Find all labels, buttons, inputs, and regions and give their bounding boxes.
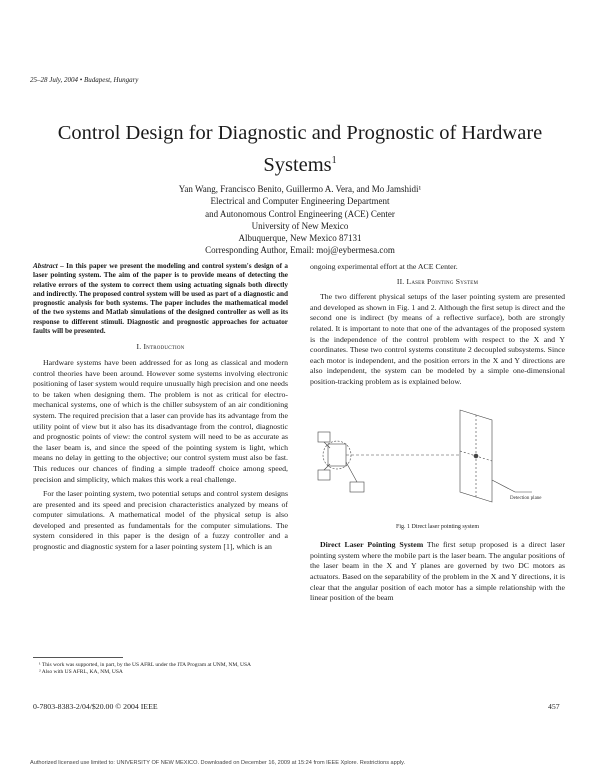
footnote-rule	[33, 657, 123, 658]
download-notice: Authorized licensed use limited to: UNIVERSITY OF NEW MEXICO. Downloaded on December 16, 2009 at 15:24 from IEEE Xplore. Restrictions apply.	[30, 760, 406, 766]
right-column	[310, 262, 565, 604]
conference-header: 25–28 July, 2004 • Budapest, Hungary	[30, 76, 139, 84]
laser-paragraph-2	[310, 540, 565, 604]
author-university: University of New Mexico	[251, 220, 349, 231]
author-dept: Electrical and Computer Engineering Department	[210, 196, 390, 207]
intro-paragraph-1: Hardware systems have been addressed for as long as classical and modern control theories have been around. However some systems involving electronic positioning of laser system would require unusually high precision and one needs to be taken when designing them. The problem is not as critical for electro-mechanical systems, one of which is the chiller subsystem of an air conditioning system. The required precision that a laser can provide has its advantage from the utility point of view but it also has its disadvantage from the control, diagnostic and prognostic points of view: the control system will need to be as accurate as the laser beam is, and since the speed of the pointing system is light, which means no delay in getting to the objective; our control system must also be fast. This reduces our chances of finding a simple tradeoff choice among speed, precision and simplicity, which makes this work a real challenge.	[33, 357, 288, 484]
motor-y-box	[318, 470, 330, 480]
laser-housing	[328, 444, 346, 466]
continuation-text: ongoing experimental effort at the ACE Center.	[310, 262, 458, 271]
beam-spot	[474, 454, 478, 458]
author-email: Corresponding Author, Email: moj@eybermesa.com	[205, 245, 395, 256]
section-heading-introduction: I. Introduction	[136, 342, 185, 352]
author-block	[110, 183, 490, 257]
figure-1-drawing	[310, 392, 565, 520]
figure-1-caption: Fig. 1 Direct laser pointing system	[396, 523, 479, 530]
motor-x-box	[318, 432, 330, 442]
author-center: and Autonomous Control Engineering (ACE) Center	[205, 208, 395, 219]
title-footnote-mark: 1	[331, 155, 337, 166]
author-names: Yan Wang, Francisco Benito, Guillermo A. Vera, and Mo Jamshidi¹	[178, 184, 422, 194]
figure-label-detection-plane: Detection plane	[510, 495, 542, 501]
direct-system-lead: Direct Laser Pointing System	[320, 540, 424, 550]
footnotes	[33, 657, 288, 676]
controller-box	[350, 482, 364, 492]
footnote-1: ¹ This work was supported, in part, by the US AFRL under the ITA Program at UNM, NM, USA	[39, 662, 252, 668]
paper-title	[40, 120, 560, 179]
isbn-footer: 0-7803-8383-2/04/$20.00 © 2004 IEEE	[33, 702, 158, 711]
abstract-label: Abstract	[33, 262, 58, 270]
figure-1	[310, 392, 565, 520]
paper-title-text: Control Design for Diagnostic and Prognostic of Hardware Systems	[57, 122, 543, 176]
footnote-2: ² Also with US AFRL, KA, NM, USA	[39, 669, 123, 676]
abstract-text: – In this paper we present the modeling and control system's design of a laser pointing system. The aim of the paper is to provide means of detecting the relative errors of the system to correct them using actuating signals both directly and indirectly. The proposed control system will be used as part of a diagnostic and prognostic analysis for both systems. The paper includes the mathematical model of the two systems and Matlab simulations of the designed controller as well as its response to different stimuli. Diagnostic and prognostic approaches for actuator faults will be presented.	[33, 262, 288, 336]
left-column	[33, 262, 288, 553]
section-heading-laser-pointing: II. Laser Pointing System	[396, 276, 479, 286]
author-location: Albuquerque, New Mexico 87131	[238, 233, 362, 244]
direct-system-text: The first setup proposed is a direct laser pointing system where the mobile part is the laser beam. The angular positions of the laser beam in the X and Y planes are governed by two DC motors as actuators. Based on the separability of the problem in the X and Y directions, it is clear that the angular position of each motor has a simple relationship with the linear position of the beam	[310, 540, 565, 603]
page-number: 457	[548, 702, 560, 711]
laser-paragraph-1: The two different physical setups of the laser pointing system are presented and developed as shown in Fig. 1 and 2. Although the first setup is direct and the second one is indirect (by means of a reflective surface), both are strongly related. It is important to note that one of the advantages of the proposed system is the independence of the control problem with respect to the X and Y coordinates. These two control systems constitute 2 decoupled subsystems. Since each motor is independent, and the position errors in the X and Y directions are also independent, the system can be modeled by a simple one-dimensional position-tracking problem as is explained below.	[310, 292, 565, 386]
intro-paragraph-2: For the laser pointing system, two potential setups and control system designs are presented and its speed and precision characteristics analyzed by means of computer simulations. A mathematical model of the physical setup is also developed and presented as fundamentals for the computer simulations. The system considered in this paper is the design of a fuzzy controller and a prognostic and diagnostic system for a laser pointing system [1], which is an	[33, 489, 288, 552]
abstract	[33, 262, 288, 336]
